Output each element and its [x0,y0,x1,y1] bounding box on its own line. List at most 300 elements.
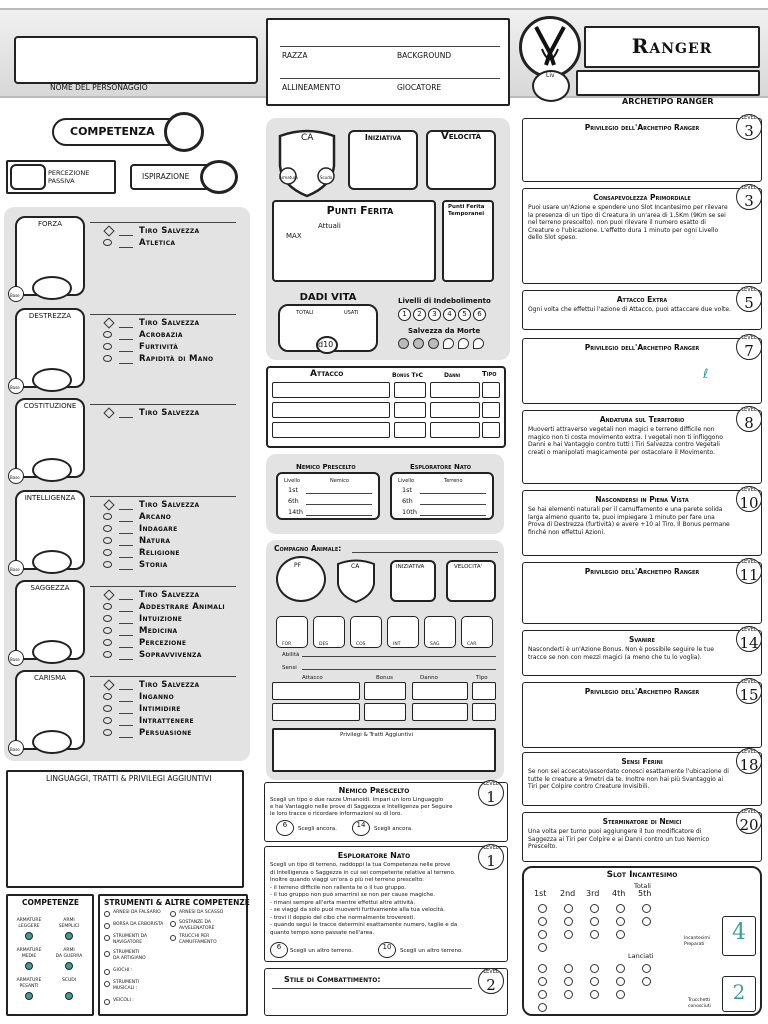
companion-attack-cell[interactable] [412,703,468,721]
feature-box-9[interactable] [522,752,762,806]
companion-senses-label: Sensi [282,665,297,671]
ne-level-header: Livello [398,478,415,484]
feature-level-badge: LEVEL 18 [736,748,762,774]
attack-cell[interactable] [430,422,480,438]
tool-check[interactable] [170,911,176,917]
ne-level: 10th [402,508,417,516]
favored-enemy-label: Nemico Prescelto [296,463,356,471]
feature-box-5[interactable] [522,490,762,556]
feature-level-badge: LEVEL 20 [736,808,762,834]
slot-cast-circle[interactable] [590,977,599,986]
companion-stat-label: COS [356,642,366,647]
ability-base-label: Base [10,385,20,390]
skill-label: Medicina [139,626,178,636]
proficiency-bonus-field[interactable] [164,112,204,152]
companion-attack-cell[interactable] [472,682,496,700]
skill-proficiency-marker[interactable] [103,343,112,350]
attack-damage-label: Danni [444,372,461,379]
attack-cell[interactable] [430,382,480,398]
ability-base-label: Base [10,293,20,298]
companion-type-header: Tipo [476,675,488,681]
fe-level: 14th [288,508,303,516]
tool-label: BORSA DA ERBORISTA [113,922,164,927]
competence-check[interactable] [65,992,73,1000]
slot-cast-circle[interactable] [538,964,547,973]
slot-total-circle[interactable] [564,930,573,939]
skill-proficiency-marker[interactable] [103,705,112,712]
ac-shield-label: Scudo [320,175,333,180]
slot-cast-circle[interactable] [564,977,573,986]
natural-explorer-label: Esploratore Nato [410,463,472,471]
feature-text: Ogni volta che effettui l'azione di Attacco, puoi attaccare due volte. [528,306,731,313]
companion-speed-label: VELOCITA' [454,564,483,570]
character-name-label: NOME DEL PERSONAGGIO [50,83,148,92]
slot-cast-circle[interactable] [538,1003,547,1012]
competences-label: COMPETENZE [22,898,80,907]
skill-label: Rapidità di Mano [139,354,214,364]
languages-label: LINGUAGGI, TRATTI & PRIVILEGI AGGIUNTIVI [46,774,212,783]
hd-die-label: d10 [318,340,334,349]
exhaustion-level[interactable]: 5 [458,308,471,321]
skill-label: Inganno [139,692,174,702]
tool-label: TRUCCHI PER CAMUFFAMENTO [179,934,217,945]
exhaustion-level[interactable]: 4 [443,308,456,321]
feature-title: Sensi Ferini [621,757,663,766]
cantrips-label: Trucchetti conosciuti [688,998,711,1009]
competence-check[interactable] [65,962,73,970]
competence-label: ARMATURE LEGGERE [16,918,42,929]
attack-cell[interactable] [482,422,500,438]
ability-base-label: Base [10,747,20,752]
feature-box-0[interactable] [522,118,762,182]
slot-cast-circle[interactable] [538,990,547,999]
slot-total-circle[interactable] [590,917,599,926]
feature-text: Muoverti attraverso vegetali non magici e terreno difficile non magico non ti costa movimento extra. I vegetali non ti infliggono Danni e hai Vantaggio contro tutti i Tiri Salvezza contro Vegetali creati o manipolati magicamente per ostacolare il Movimento. [528,426,723,456]
competence-label: ARMI DA GUERRA [55,948,83,959]
death-saves-label: Salvezza da Morte [408,327,481,335]
companion-hp-label: PF [294,562,302,569]
ne-opt1-text: Scegli un altro terreno. [290,948,353,954]
ability-modifier-field[interactable] [32,368,72,392]
fighting-style-label: Stile di Combattimento: [284,975,381,984]
ability-modifier-field[interactable] [32,458,72,482]
competence-check[interactable] [25,962,33,970]
skill-proficiency-marker[interactable] [103,615,112,622]
feature-title: Andatura sul Territorio [599,415,685,424]
feature-box-1[interactable] [522,188,762,284]
initiative-label: Iniziativa [364,133,402,142]
slot-level-label: 3rd [586,889,600,898]
tools-label: STRUMENTI & ALTRE COMPETENZE [104,898,250,907]
feature-text: Se hai elementi naturali per il camuffamento e una parete solida larga almeno quanto te, puoi impiegare 1 minuto per fare una Prova di Destrezza (furtività) e avere +10 al Tiro. Il Bonus permane finché non effettui Azioni. [528,506,730,536]
slot-total-circle[interactable] [538,943,547,952]
slot-total-circle[interactable] [642,904,651,913]
feature-title: Privilegio dell'Archetipo Ranger [584,343,700,352]
ability-name: DESTREZZA [28,312,72,320]
speed-label: Velocità [440,131,482,142]
hp-current-label: Attuali [318,222,341,230]
feature-text: Puoi usare un'Azione e spendere uno Slot Incantesimo per rilevare la presenza di un tipo di Creatura in un'area di 1,5Km (9Km se sei nel terreno prescelto). non puoi rilevare il numero esatto di Creature o l'ubicazione. L'effetto dura 1 minuto per ogni Livello dello Slot speso. [528,204,728,241]
slot-total-circle[interactable] [616,904,625,913]
ability-name: FORZA [38,220,62,228]
hp-max-label: MAX [286,232,302,240]
slot-cast-circle[interactable] [642,964,651,973]
ne-level: 6th [402,497,413,505]
feature-text: Una volta per turno puoi aggiungere il tuo modificatore di Saggezza ai Tiri per Colpire e ai Danni contro un tuo Nemico Prescelto. [528,828,710,850]
ability-name: COSTITUZIONE [23,402,77,410]
companion-bonus-header: Bonus [376,675,393,681]
tool-check[interactable] [170,921,176,927]
character-name-field[interactable] [14,36,258,84]
fe-opt2-text: Scegli ancora. [374,826,413,832]
skill-label: Indagare [139,524,178,534]
skill-label: Intimidire [139,704,181,714]
level-label: Liv [546,72,555,79]
companion-stat-label: SAG [430,642,440,647]
ability-name: INTELLIGENZA [24,494,76,502]
tool-label: ARNESI DA FALSARIO [113,910,161,915]
companion-stat-label: INT [393,642,401,647]
feature-title: Attacco Extra [616,295,668,304]
feature-title: Consapevolezza Primordiale [593,193,691,202]
attack-cell[interactable] [430,402,480,418]
companion-skills-label: Abilità [282,652,300,658]
slot-total-circle[interactable] [564,904,573,913]
ranger-emblem [519,16,581,78]
ability-modifier-field[interactable] [32,640,72,664]
slot-cast-circle[interactable] [590,990,599,999]
skill-label: Sopravvivenza [139,650,202,660]
feature-title: Privilegio dell'Archetipo Ranger [584,123,700,132]
ne-terrain-header: Terreno [444,478,463,484]
slot-cast-circle[interactable] [616,977,625,986]
ability-modifier-field[interactable] [32,550,72,574]
tool-label: STRUMENTI DA NAVIGATORE [113,934,148,945]
ne-level: 1st [402,486,413,494]
feature-level-badge: LEVEL 3 [736,114,762,140]
death-save-success[interactable] [398,338,409,349]
proficiency-label: COMPETENZA [70,125,155,138]
tool-check[interactable] [104,935,110,941]
prepared-value: 4 [732,920,746,945]
ability-name: SAGGEZZA [30,584,70,592]
attack-cell[interactable] [482,382,500,398]
competence-label: ARMATURE MEDIE [16,948,42,959]
companion-traits-label: Privilegi & Tratti Aggiuntivi [340,732,413,738]
feature-box-7[interactable] [522,630,762,676]
tool-label: STRUMENTI MUSICALI : [113,980,140,991]
companion-stat-label: FOR [282,642,292,647]
companion-ac-label: CA [351,563,360,570]
attack-cell[interactable] [394,422,426,438]
fe-opt2-level: 14 [352,820,370,836]
ability-base-label: Base [10,567,20,572]
skill-proficiency-marker[interactable] [103,513,112,520]
competence-label: SCUDI [61,978,77,983]
fe-feature-title: Nemico Prescelto [338,786,410,795]
ability-modifier-field[interactable] [32,730,72,754]
attack-cell[interactable] [272,422,390,438]
spell-slots-cast-label: Lanciati [628,952,654,960]
crossed-blades-icon [522,19,578,75]
tool-check[interactable] [104,981,110,987]
companion-attack-header: Attacco [302,675,323,681]
feature-level-badge: LEVEL 8 [736,406,762,432]
competence-check[interactable] [25,932,33,940]
fe-level-header: Livello [284,478,301,484]
archetype-label: ARCHETIPO RANGER [622,97,714,106]
tool-label: ARNESI DA SCASSO [179,910,224,915]
alignment-label[interactable]: ALLINEAMENTO [282,83,341,92]
slot-total-circle[interactable] [642,917,651,926]
companion-stat-field[interactable] [461,616,493,648]
skill-proficiency-marker[interactable] [103,331,112,338]
exhaustion-level[interactable]: 3 [428,308,441,321]
death-save-success[interactable] [428,338,439,349]
temp-hp-label: Punti Ferita Temporanei [448,204,485,217]
companion-attack-cell[interactable] [472,703,496,721]
feature-box-3[interactable] [522,338,762,404]
prepared-label: Incantesimi Preparati [684,936,711,947]
inspiration-field[interactable] [200,160,238,194]
ability-name: CARISMA [34,674,66,682]
attack-cell[interactable] [482,402,500,418]
feature-level-badge: LEVEL 15 [736,678,762,704]
skill-label: Addestrare Animali [139,602,225,612]
skill-label: Tiro Salvezza [139,318,200,328]
skill-proficiency-marker[interactable] [103,603,112,610]
skill-label: Percezione [139,638,187,648]
fe-enemy-header: Nemico [330,478,349,484]
class-name: Ranger [631,34,713,58]
feature-text: Se non sei accecato/assordato conosci esattamente l'ubicazione di tutte le creature a 9metri da te. Inoltre non hai più Svantaggio ai Tiri per Colpire contro Creature Invisibili. [528,768,729,790]
fe-level: 1st [288,486,299,494]
tool-label: SOSTANZE DA AVVELENATORE [179,920,215,931]
feature-title: Svanire [628,635,656,644]
attack-label: Attacco [310,369,344,379]
tool-label: VEICOLI : [113,998,134,1003]
inspiration-label: ISPIRAZIONE [142,172,190,181]
ac-label: CA [301,133,314,143]
attack-bonus-label: Bonus TpC [392,372,423,379]
companion-stat-field[interactable] [387,616,419,648]
tool-check[interactable] [104,969,110,975]
slot-cast-circle[interactable] [564,990,573,999]
feature-box-6[interactable] [522,562,762,624]
companion-initiative-label: INIZIATIVA [396,564,425,570]
hd-total-label: TOTALI [296,310,314,316]
ability-base-label: Base [10,657,20,662]
tool-check[interactable] [170,935,176,941]
ability-base-label: Base [10,475,20,480]
feature-level-badge: LEVEL 5 [736,286,762,312]
skill-proficiency-marker[interactable] [103,525,112,532]
tool-check[interactable] [104,923,110,929]
companion-stat-field[interactable] [313,616,345,648]
slot-total-circle[interactable] [538,930,547,939]
exhaustion-level[interactable]: 6 [473,308,486,321]
passive-perception-field[interactable] [10,164,46,190]
ne-feature-level: LEVEL 1 [478,844,504,870]
spell-slots-title: Slot Incantesimo [606,870,678,880]
hit-points-label: Punti Ferita [326,204,394,217]
slot-total-circle[interactable] [590,904,599,913]
feature-box-10[interactable] [522,812,762,862]
slot-cast-circle[interactable] [616,964,625,973]
companion-attack-cell[interactable] [412,682,468,700]
companion-stat-field[interactable] [350,616,382,648]
companion-attack-cell[interactable] [272,703,360,721]
skill-label: Tiro Salvezza [139,500,200,510]
skill-proficiency-marker[interactable] [103,651,112,658]
skill-label: Intuizione [139,614,183,624]
companion-stat-field[interactable] [424,616,456,648]
hd-used-label: USATI [344,310,359,316]
ne-feature-text: Scegli un tipo di terreno, raddoppi la tua Competenza nelle prove di Intelligenza o Saggezza in cui sei competente relative al terreno. Inoltre quando viaggi un'ora o più nel terreno prescelto: - il terreno difficile non rallenta te o il tuo gruppo. - il tuo gruppo non può smarrirsi se non per cause magiche. - rimani sempre all'erta mentre effettui altre attività. - se viaggi da solo puoi muoverti furtivamente alla tua velocità. - trovi il doppio del cibo che normalmente troveresti. - quando segui le tracce determini esattamente numero, taglie e da quanto tempo sono passate nell'area. [270,862,458,936]
slot-total-circle[interactable] [616,917,625,926]
companion-stat-field[interactable] [276,616,308,648]
companion-label: Compagno Animale: [274,544,342,553]
feature-title: Sterminatore di Nemici [602,817,682,826]
competence-label: ARMATURE PESANTI [16,978,42,989]
ne-opt2-text: Scegli un altro terreno. [400,948,463,954]
skill-label: Persuasione [139,728,192,738]
skill-label: Tiro Salvezza [139,590,200,600]
attack-cell[interactable] [272,382,390,398]
competence-check[interactable] [25,992,33,1000]
skill-proficiency-marker[interactable] [103,717,112,724]
tool-check[interactable] [104,951,110,957]
feature-box-2[interactable] [522,290,762,330]
ability-modifier-field[interactable] [32,276,72,300]
feature-box-8[interactable] [522,682,762,748]
player-label[interactable]: GIOCATORE [397,83,442,92]
death-save-success[interactable] [413,338,424,349]
death-save-failure[interactable] [443,338,454,349]
tool-check[interactable] [104,999,110,1005]
hit-dice-label: DADI VITA [299,292,357,303]
background-label[interactable]: BACKGROUND [397,51,452,60]
skill-proficiency-marker[interactable] [103,537,112,544]
skill-label: Arcano [139,512,172,522]
skill-label: Religione [139,548,180,558]
skill-label: Tiro Salvezza [139,226,200,236]
fe-feature-text: Scegli un tipo o due razze Umanoidi. Impari un loro Linguaggio e hai Vantaggio nelle prove di Saggezza e Intelligenza per Seguire le loro tracce o ricordare informazioni su di loro. [270,797,453,817]
race-label[interactable]: RAZZA [282,51,308,60]
feature-title: Privilegio dell'Archetipo Ranger [584,687,700,696]
slot-level-label: 5th [638,889,652,898]
attack-cell[interactable] [394,382,426,398]
feature-level-badge: LEVEL 11 [736,558,762,584]
feature-title: Nascondersi in Piena Vista [595,495,689,504]
spell-slots-totals-label: Totali [634,882,651,890]
archetype-field[interactable] [576,70,760,96]
death-save-failure[interactable] [458,338,469,349]
attack-cell[interactable] [272,402,390,418]
skill-label: Atletica [139,238,176,248]
competence-check[interactable] [65,932,73,940]
skill-label: Natura [139,536,171,546]
skill-label: Furtività [139,342,179,352]
skill-proficiency-marker[interactable] [103,561,112,568]
passive-perception-label: PERCEZIONE PASSIVA [48,169,90,185]
attack-cell[interactable] [394,402,426,418]
companion-stat-label: CAR [467,642,477,647]
skill-proficiency-marker[interactable] [103,627,112,634]
skill-label: Tiro Salvezza [139,680,200,690]
feature-text: Nasconderti è un'Azione Bonus. Non è possibile seguire le tue tracce se non con mezzi magici (a meno che tu lo voglia). [528,646,714,661]
skill-proficiency-marker[interactable] [103,729,112,736]
fe-level: 6th [288,497,299,505]
slot-cast-circle[interactable] [616,990,625,999]
slot-total-circle[interactable] [564,917,573,926]
languages-box[interactable] [6,770,244,888]
exhaustion-level[interactable]: 2 [413,308,426,321]
slot-total-circle[interactable] [538,917,547,926]
ne-opt1-level: 6 [270,942,288,958]
skill-label: Acrobazia [139,330,183,340]
death-save-failure[interactable] [473,338,484,349]
tool-label: GIOCHI : [113,968,133,973]
slot-level-label: 4th [612,889,626,898]
slot-cast-circle[interactable] [642,977,651,986]
companion-damage-header: Danno [420,675,438,681]
companion-attack-cell[interactable] [272,682,360,700]
fighting-style-level: LEVEL 2 [478,968,504,994]
feature-box-4[interactable] [522,410,762,484]
slot-cast-circle[interactable] [590,964,599,973]
slot-cast-circle[interactable] [538,977,547,986]
tool-label: STRUMENTI DA ARTIGIANO [113,950,146,961]
skill-proficiency-marker[interactable] [103,639,112,646]
slot-total-circle[interactable] [616,930,625,939]
ne-feature-title: Esploratore Nato [337,851,411,860]
skill-proficiency-marker[interactable] [103,239,112,246]
feature-level-badge: LEVEL 3 [736,184,762,210]
fe-feature-level: LEVEL 1 [478,780,504,806]
feature-level-badge: LEVEL 10 [736,486,762,512]
character-info-box [266,18,510,106]
cantrips-value: 2 [732,980,746,1004]
feature-level-badge: LEVEL 14 [736,626,762,652]
slot-level-label: 1st [534,889,547,898]
skill-label: Tiro Salvezza [139,408,200,418]
slot-total-circle[interactable] [538,904,547,913]
feature-title: Privilegio dell'Archetipo Ranger [584,567,700,576]
skill-label: Intrattenere [139,716,194,726]
attack-type-label: Tipo [482,370,497,378]
slot-level-label: 2nd [560,889,576,898]
slot-total-circle[interactable] [590,930,599,939]
companion-attack-cell[interactable] [364,682,406,700]
tool-check[interactable] [104,911,110,917]
competence-label: ARMI SEMPLICI [58,918,80,929]
skill-proficiency-marker[interactable] [103,693,112,700]
skill-proficiency-marker[interactable] [103,549,112,556]
exhaustion-level[interactable]: 1 [398,308,411,321]
feature-level-badge: LEVEL 7 [736,334,762,360]
skill-proficiency-marker[interactable] [103,355,112,362]
companion-attack-cell[interactable] [364,703,406,721]
slot-cast-circle[interactable] [564,964,573,973]
fe-opt1-text: Scegli ancora. [298,826,337,832]
ne-opt2-level: 10 [378,942,396,958]
feature-note: ℓ [703,367,709,382]
exhaustion-label: Livelli di Indebolimento [398,297,491,305]
skill-label: Storia [139,560,168,570]
companion-stat-label: DES [319,642,329,647]
ac-armor-label: Armatura [279,175,298,180]
